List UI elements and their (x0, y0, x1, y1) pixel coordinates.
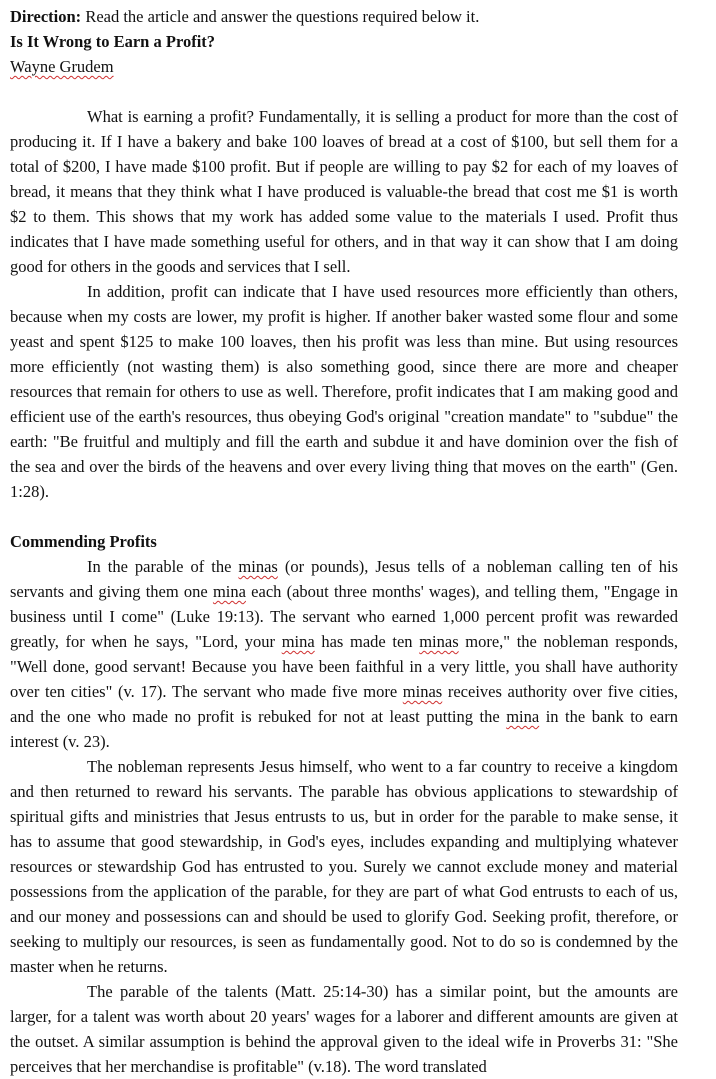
paragraph-text: each (about three months' wages), and telling them, "Engage in business until I come" (Luke 19:13). The servant who earned 1,000 percent profit was rewarded greatly, for when he says, "Lord, your (10, 582, 678, 651)
document-page (10, 0, 678, 1079)
spellcheck-word: minas (402, 682, 443, 701)
section-paragraph-2: The nobleman represents Jesus himself, who went to a far country to receive a kingdom and then returned to reward his servants. The parable has obvious applications to stewardship of spiritual gifts and ministries that Jesus entrusts to us, but in order for the parable to make sense, it has to assume that good stewardship, in God's eyes, includes expanding and multiplying whatever resources or stewardship God has entrusted to you. Surely we cannot exclude money and material possessions from the application of the parable, for they are part of what God entrusts to each of us, and our money and possessions can and should be used to glorify God. Seeking profit, therefore, or seeking to multiply our resources, is seen as fundamentally good. Not to do so is condemned by the master when he returns. (10, 757, 678, 976)
section-heading: Commending Profits (10, 532, 157, 551)
paragraph-text: has made ten (314, 632, 420, 651)
paragraph-text: receives authority over five cities, and the one who made no profit is rebuked for not at least putting the (10, 682, 678, 726)
spellcheck-word: mina (212, 582, 246, 601)
spellcheck-word: mina (281, 632, 315, 651)
article-author (10, 54, 678, 79)
paragraph-text: (or pounds), Jesus tells of a nobleman calling ten of his servants and giving them one (10, 557, 678, 601)
section-paragraph-1 (10, 554, 678, 754)
intro-paragraph-2: In addition, profit can indicate that I have used resources more efficiently than others, because when my costs are lower, my profit is higher. If another baker wasted some flour and some yeast and spent $125 to make 100 loaves, then his profit was less than mine. But using resources more efficiently (not wasting them) is also something good, since there are more and cheaper resources that remain for others to use as well. Therefore, profit indicates that I am making good and efficient use of the earth's resources, thus obeying God's original "creation mandate" to "subdue" the earth: "Be fruitful and multiply and fill the earth and subdue it and have dominion over the fish of the sea and over the birds of the heavens and over every living thing that moves on the earth" (Gen. 1:28). (10, 282, 678, 501)
spellcheck-word: mina (506, 707, 540, 726)
spellcheck-word: minas (238, 557, 278, 576)
section-paragraph-3: The parable of the talents (Matt. 25:14-30) has a similar point, but the amounts are larger, for a talent was worth about 20 years' wages for a laborer and different amounts are given at the outset. A similar assumption is behind the approval given to the ideal wife in Proverbs 31: "She perceives that her merchandise is profitable" (v.18). The word translated (10, 982, 678, 1076)
spellcheck-word: minas (419, 632, 459, 651)
article-title: Is It Wrong to Earn a Profit? (10, 32, 216, 51)
paragraph-text: In the parable of the (87, 557, 239, 576)
paragraph-text: in the bank to earn interest (v. 23). (10, 707, 678, 751)
paragraph-text: more," the nobleman responds, "Well done, good servant! Because you have been faithful in a very little, you shall have authority over ten cities" (v. 17). The servant who made five more (10, 632, 679, 701)
section-spacer (10, 504, 678, 529)
intro-paragraph-1: What is earning a profit? Fundamentally, it is selling a product for more than the cost of producing it. If I have a bakery and bake 100 loaves of bread at a cost of $100, but sell them for a total of $200, I have made $100 profit. But if people are willing to pay $2 for each of my loaves of bread, it means that they think what I have produced is valuable-the bread that cost me $1 is worth $2 to them. This shows that my work has added some value to the materials I used. Profit thus indicates that I have made something useful for others, and in that way it can show that I am doing good for others in the goods and services that I sell. (10, 107, 678, 276)
author-name: Wayne Grudem (10, 57, 114, 76)
direction-text: Read the article and answer the questions required below it. (81, 7, 480, 26)
direction-line (10, 4, 678, 29)
direction-label: Direction: (10, 7, 82, 26)
